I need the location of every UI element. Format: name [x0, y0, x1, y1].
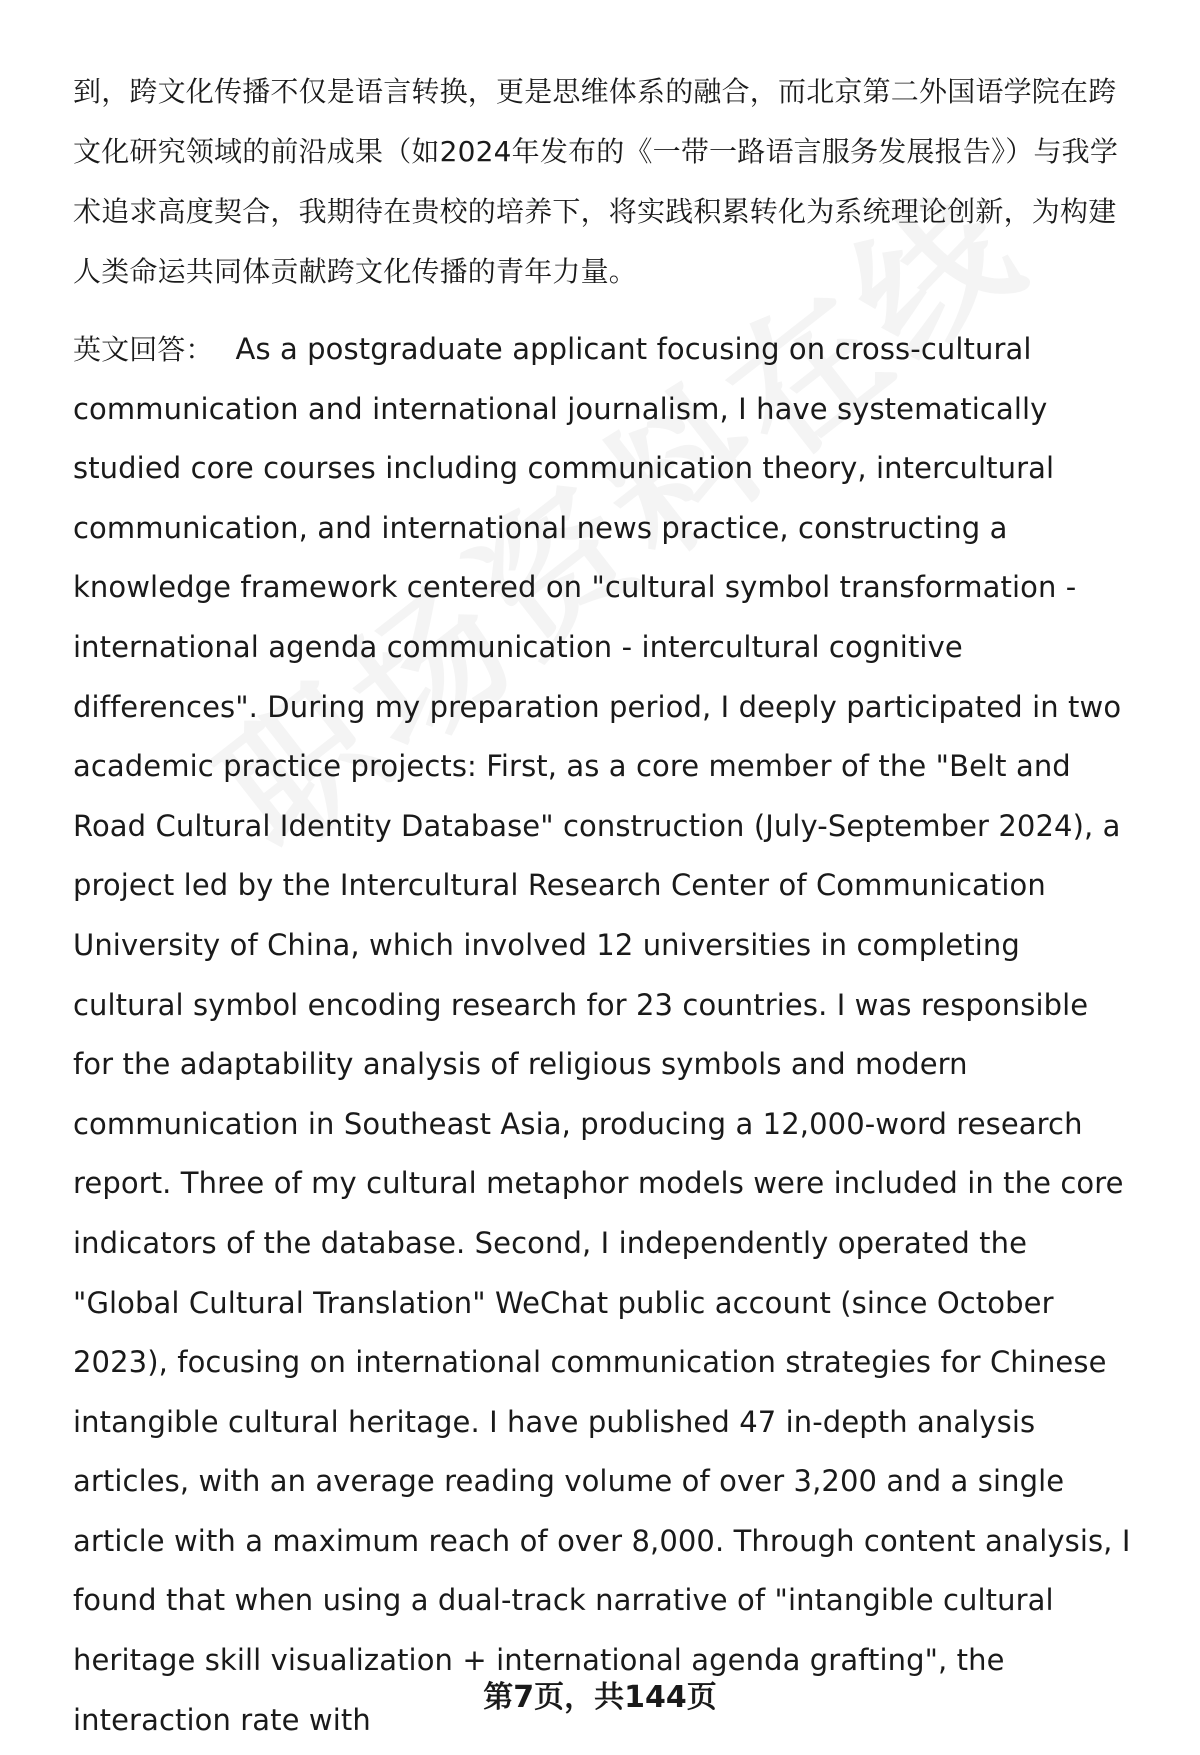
english-answer-paragraph: [73, 320, 1132, 1750]
english-answer-label: 英文回答：: [73, 333, 214, 366]
chinese-paragraph: 到，跨文化传播不仅是语言转换，更是思维体系的融合，而北京第二外国语学院在跨文化研究领域的前沿成果（如2024年发布的《一带一路语言服务发展报告》）与我学术追求高度契合，我期待在贵校的培养下，将实践积累转化为系统理论创新，为构建人类命运共同体贡献跨文化传播的青年力量。: [73, 75, 1119, 288]
page-number-footer: 第7页，共144页: [483, 1680, 717, 1715]
english-answer-text: As a postgraduate applicant focusing on cross-cultural communication and international journalism, I have systematically studied core courses including communication theory, intercultural communication, and international news practice, constructing a knowledge framework centered on "cultural symbol transformation - international agenda communication - intercultural cognitive differences". During my preparation period, I deeply participated in two academic practice projects: First, as a core member of the "Belt and Road Cultural Identity Database" construction (July-September 2024), a project led by the Intercultural Research Center of Communication University of China, which involved 12 universities in completing cultural symbol encoding research for 23 countries. I was responsible for the adaptability analysis of religious symbols and modern communication in Southeast Asia, producing a 12,000-word research report. Three of my cultural metaphor models were included in the core indicators of the database. Second, I independently operated the "Global Cultural Translation" WeChat public account (since October 2023), focusing on international communication strategies for Chinese intangible cultural heritage. I have published 47 in-depth analysis articles, with an average reading volume of over 3,200 and a single article with a maximum reach of over 8,000. Through content analysis, I found that when using a dual-track narrative of "intangible cultural heritage skill visualization + international agenda grafting", the interaction rate with: [73, 332, 1131, 1737]
